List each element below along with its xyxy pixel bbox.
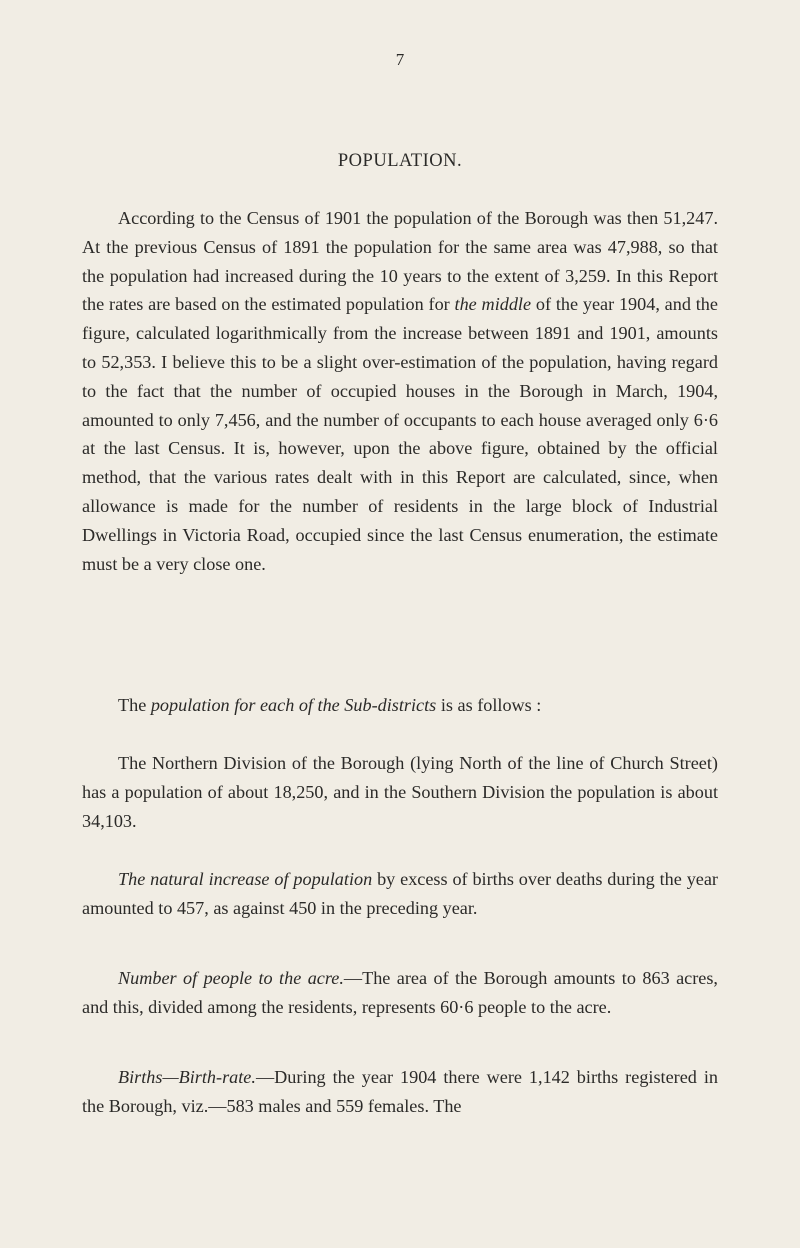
- paragraph-natural-increase: [82, 865, 718, 923]
- paragraph-people-per-acre: [82, 964, 718, 1022]
- section-title: POPULATION.: [337, 151, 463, 171]
- census-text-rest: of the year 1904, and the figure, calculated logarithmically from the increase between 1891 and 1901, amounts to 52,353. I believe this to be a slight over-estimation of the population, having regard to the fact that the number of occupied houses in the Borough in March, 1904, amounted to only 7,456, and the number of occupants to each house averaged only 6·6 at the last Census. It is, however, upon the above figure, obtained by the official method, that the various rates dealt with in this Report are calculated, since, when allowance is made for the number of residents in the large block of Industrial Dwellings in Victoria Road, occupied since the last Census enumeration, the estimate must be a very close one.: [82, 294, 718, 574]
- subdistricts-rest: is as follows :: [436, 695, 542, 715]
- paragraph-census: [82, 204, 718, 578]
- page-number: 7: [395, 50, 405, 69]
- births-rest: —During the year 1904 there were 1,142 births registered in the Borough, viz.—583 males and 559 females. The: [82, 1067, 718, 1116]
- acre-italic: Number of people to the acre.: [118, 968, 344, 988]
- census-text: According to the Census of 1901 the population of the Borough was then 51,247. At the previous Census of 1891 the population for the same area was 47,988, so that the population had increased during the 10 years to the extent of 3,259. In this Report the rates are based on the estimated population for: [82, 208, 718, 315]
- subdistricts-lead: The: [118, 695, 151, 715]
- subdistricts-italic: population for each of the Sub-districts: [150, 695, 437, 715]
- births-italic: Births—Birth-rate.: [118, 1067, 256, 1087]
- natural-rest: by excess of births over deaths during the year amounted to 457, as against 450 in the preceding year.: [82, 869, 718, 918]
- census-italic: the middle: [454, 294, 532, 315]
- paragraph-subdistricts: [82, 691, 718, 720]
- divisions-text: The Northern Division of the Borough (lying North of the line of Church Street) has a population of about 18,250, and in the Southern Division the population is about 34,103.: [82, 753, 718, 831]
- acre-rest: —The area of the Borough amounts to 863 acres, and this, divided among the residents, represents 60·6 people to the acre.: [82, 968, 718, 1017]
- natural-italic: The natural increase of population: [118, 869, 373, 889]
- paragraph-births: [82, 1063, 718, 1121]
- paragraph-divisions: [82, 749, 718, 835]
